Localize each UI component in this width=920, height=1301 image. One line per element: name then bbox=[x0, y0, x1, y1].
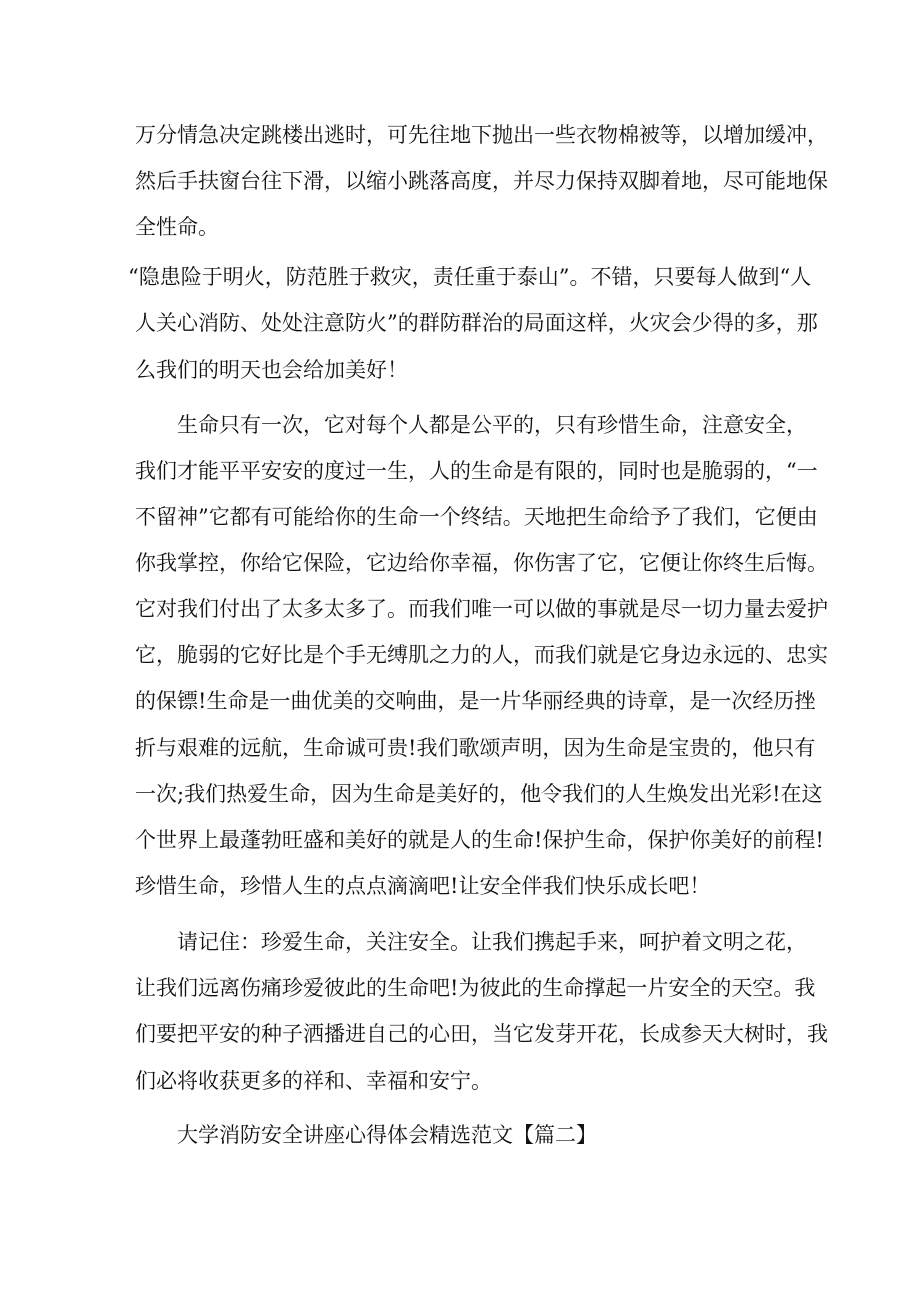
paragraph-line: 万分情急决定跳楼出逃时，可先往地下抛出一些衣物棉被等，以增加缓冲， bbox=[135, 123, 828, 147]
paragraph-line: 一次;我们热爱生命，因为生命是美好的，他令我们的人生焕发出光彩!在这 bbox=[135, 782, 823, 806]
paragraph-line: 全性命。 bbox=[135, 215, 219, 239]
paragraph-line: 珍惜生命，珍惜人生的点点滴滴吧!让安全伴我们快乐成长吧！ bbox=[135, 874, 711, 898]
paragraph-line: 它，脆弱的它好比是个手无缚肌之力的人，而我们就是它身边永远的、忠实 bbox=[135, 643, 828, 667]
paragraph-line: 个世界上最蓬勃旺盛和美好的就是人的生命!保护生命，保护你美好的前程! bbox=[135, 828, 824, 852]
paragraph-line: 生命只有一次，它对每个人都是公平的，只有珍惜生命，注意安全， bbox=[177, 413, 807, 437]
paragraph-line: 们必将收获更多的祥和、幸福和安宁。 bbox=[135, 1069, 492, 1093]
paragraph-line: 请记住：珍爱生命，关注安全。让我们携起手来，呵护着文明之花， bbox=[177, 930, 807, 954]
section-heading: 大学消防安全讲座心得体会精选范文【篇二】 bbox=[177, 1123, 597, 1147]
paragraph-line: 让我们远离伤痛珍爱彼此的生命吧!为彼此的生命撑起一片安全的天空。我 bbox=[135, 976, 816, 1000]
paragraph-line: 你我掌控，你给它保险，它边给你幸福，你伤害了它，它便让你终生后悔。 bbox=[135, 551, 828, 575]
paragraph-line: 我们才能平平安安的度过一生，人的生命是有限的，同时也是脆弱的，“一 bbox=[135, 459, 818, 483]
paragraph-line: 然后手扶窗台往下滑，以缩小跳落高度，并尽力保持双脚着地，尽可能地保 bbox=[135, 169, 828, 193]
paragraph-line: 的保镖!生命是一曲优美的交响曲，是一片华丽经典的诗章，是一次经历挫 bbox=[135, 689, 816, 713]
paragraph-line: 折与艰难的远航，生命诚可贵!我们歌颂声明，因为生命是宝贵的，他只有 bbox=[135, 736, 816, 760]
paragraph-line: 不留神”它都有可能给你的生命一个终结。天地把生命给予了我们，它便由 bbox=[135, 505, 818, 529]
paragraph-line: 它对我们付出了太多太多了。而我们唯一可以做的事就是尽一切力量去爱护 bbox=[135, 597, 828, 621]
paragraph-line: 人关心消防、处处注意防火”的群防群治的局面这样，火灾会少得的多，那 bbox=[135, 311, 818, 335]
paragraph-line: “隐患险于明火，防范胜于救灾，责任重于泰山”。不错，只要每人做到“人 bbox=[128, 265, 812, 289]
paragraph-line: 么我们的明天也会给加美好！ bbox=[135, 358, 408, 382]
paragraph-line: 们要把平安的种子洒播进自己的心田，当它发芽开花，长成参天大树时，我 bbox=[135, 1022, 828, 1046]
